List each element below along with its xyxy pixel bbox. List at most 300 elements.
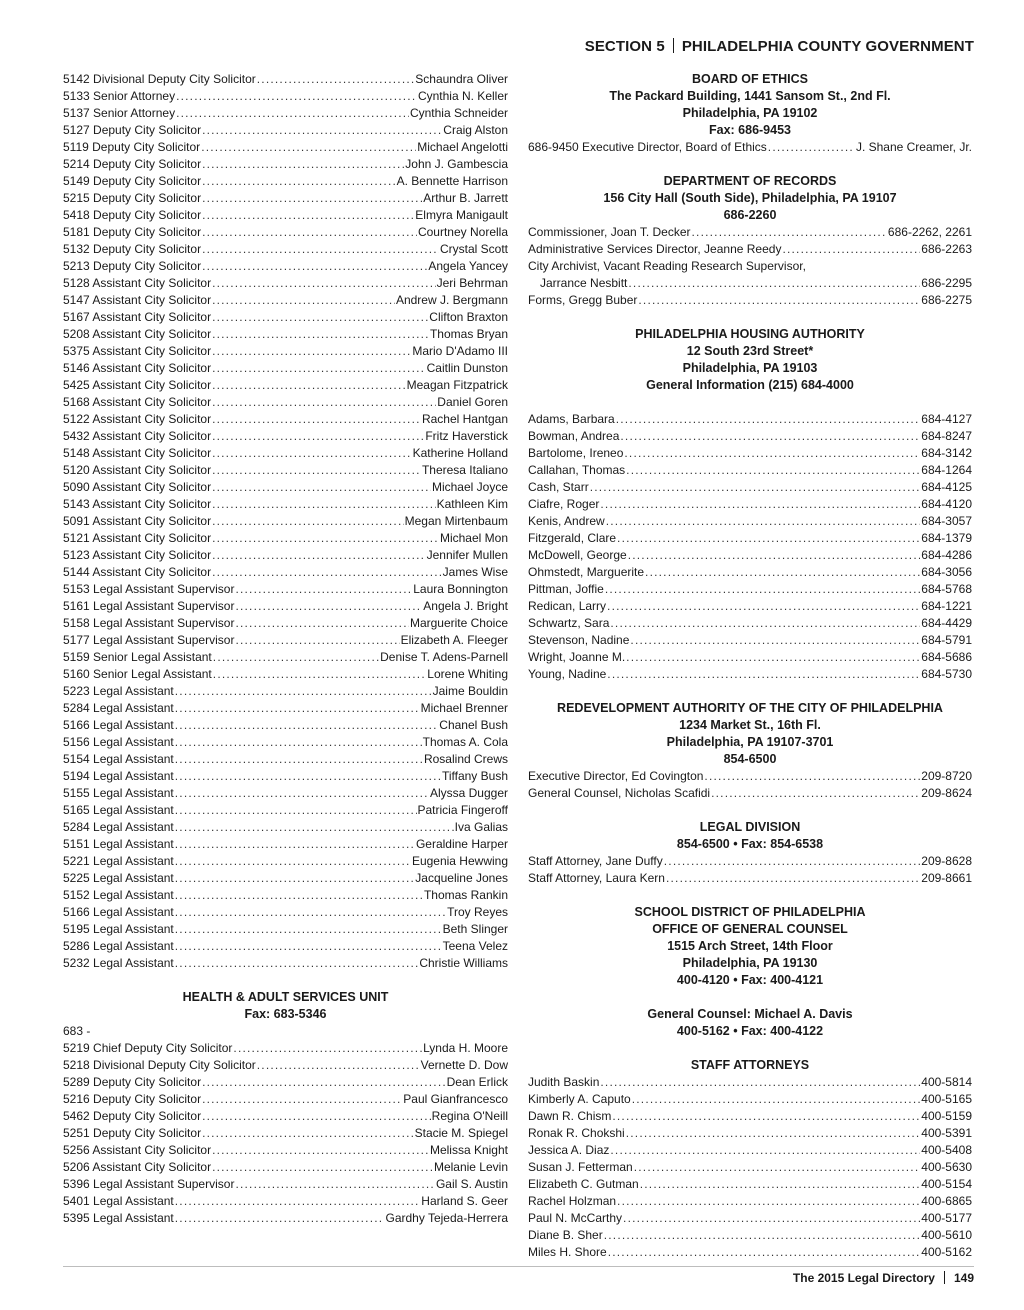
entry-value: Paul Gianfrancesco — [403, 1092, 508, 1106]
entry-label: 5153 Legal Assistant Supervisor — [63, 582, 235, 596]
school-district-heading — [528, 904, 972, 989]
directory-entry — [528, 666, 972, 683]
entry-label: 5159 Senior Legal Assistant — [63, 650, 212, 664]
leader-dots — [628, 275, 920, 292]
entry-value: Laura Bonnington — [413, 582, 508, 596]
directory-entry — [63, 326, 508, 343]
leader-dots — [175, 785, 429, 802]
leader-dots — [202, 1108, 431, 1125]
entry-value: Jeri Behrman — [436, 276, 508, 290]
directory-entry — [528, 292, 972, 309]
directory-entry — [63, 411, 508, 428]
entry-value: Jacqueline Jones — [415, 871, 508, 885]
entry-label: 5143 Assistant City Solicitor — [63, 497, 212, 511]
leader-dots — [628, 547, 921, 564]
heading-line: 400-4120 • Fax: 400-4121 — [676, 973, 824, 987]
directory-entry — [63, 479, 508, 496]
entry-value: 684-4125 — [921, 480, 972, 494]
directory-entry — [528, 513, 972, 530]
leader-dots — [257, 1057, 420, 1074]
leader-dots — [175, 955, 419, 972]
leader-dots — [212, 1159, 433, 1176]
entry-label: Jessica A. Diaz — [528, 1143, 610, 1157]
section-header — [585, 38, 974, 55]
entry-value: Michael Mon — [439, 531, 508, 545]
directory-entry — [63, 224, 508, 241]
directory-entry — [63, 904, 508, 921]
entry-value: Mario D'Adamo III — [412, 344, 508, 358]
heading-line: General Counsel: Michael A. Davis — [647, 1007, 853, 1021]
entry-label: McDowell, George — [528, 548, 627, 562]
leader-dots — [212, 343, 411, 360]
entry-value: Vernette D. Dow — [420, 1058, 508, 1072]
entry-label: Paul N. McCarthy — [528, 1211, 623, 1225]
entry-value: Meagan Fitzpatrick — [406, 378, 508, 392]
leader-dots — [202, 156, 404, 173]
leader-dots — [202, 241, 439, 258]
entry-value: 684-5686 — [921, 650, 972, 664]
leader-dots — [212, 326, 429, 343]
entry-value: 400-5177 — [921, 1211, 972, 1225]
leader-dots — [176, 105, 409, 122]
entry-value: Caitlin Dunston — [426, 361, 508, 375]
directory-entry — [528, 1227, 972, 1244]
entry-value: 686-2295 — [921, 276, 972, 290]
entry-value: Angela J. Bright — [423, 599, 508, 613]
entry-value: 684-1264 — [921, 463, 972, 477]
heading-line: 400-5162 • Fax: 400-4122 — [676, 1024, 824, 1038]
entry-label: Kenis, Andrew — [528, 514, 605, 528]
entry-value: 400-5165 — [921, 1092, 972, 1106]
entry-label: 5432 Assistant City Solicitor — [63, 429, 212, 443]
leader-dots — [175, 802, 417, 819]
entry-label: 5168 Assistant City Solicitor — [63, 395, 212, 409]
entry-label: 5214 Deputy City Solicitor — [63, 157, 202, 171]
entry-label: 5256 Assistant City Solicitor — [63, 1143, 212, 1157]
entry-value: 684-3056 — [921, 565, 972, 579]
page-number: 149 — [953, 1271, 974, 1285]
entry-label: Fitzgerald, Clare — [528, 531, 617, 545]
entry-label: 5161 Legal Assistant Supervisor — [63, 599, 235, 613]
legal-division-list — [528, 853, 972, 887]
entry-label: Bartolome, Ireneo — [528, 446, 624, 460]
entry-label: Forms, Gregg Buber — [528, 293, 638, 307]
heading-line: PHILADELPHIA HOUSING AUTHORITY — [635, 327, 865, 341]
directory-entry — [63, 836, 508, 853]
leader-dots — [212, 377, 406, 394]
leader-dots — [175, 751, 423, 768]
entry-value: Fritz Haverstick — [425, 429, 508, 443]
directory-entry — [63, 156, 508, 173]
heading-line: Philadelphia, PA 19103 — [682, 361, 818, 375]
directory-entry — [528, 1108, 972, 1125]
leader-dots — [175, 683, 432, 700]
leader-dots — [213, 666, 427, 683]
entry-label: 5122 Assistant City Solicitor — [63, 412, 212, 426]
entry-value: Rosalind Crews — [423, 752, 508, 766]
directory-entry — [63, 190, 508, 207]
leader-dots — [610, 1142, 920, 1159]
entry-label: 5158 Legal Assistant Supervisor — [63, 616, 235, 630]
board-of-ethics-list — [528, 139, 972, 156]
heading-line: OFFICE OF GENERAL COUNSEL — [652, 922, 848, 936]
leader-dots — [202, 1091, 402, 1108]
leader-dots — [202, 1125, 414, 1142]
entry-value: Michael Joyce — [431, 480, 508, 494]
directory-entry — [63, 394, 508, 411]
directory-entry — [63, 1210, 508, 1227]
directory-entry — [63, 1125, 508, 1142]
directory-entry — [528, 1176, 972, 1193]
records-heading — [528, 173, 972, 224]
leader-dots — [202, 122, 442, 139]
entry-label: 5166 Legal Assistant — [63, 905, 174, 919]
entry-label: 5165 Legal Assistant — [63, 803, 174, 817]
leader-dots — [605, 581, 920, 598]
directory-entry — [63, 139, 508, 156]
leader-dots — [175, 938, 442, 955]
entry-value: Andrew J. Bergmann — [395, 293, 508, 307]
section-title: PHILADELPHIA COUNTY GOVERNMENT — [681, 38, 974, 55]
leader-dots — [617, 1193, 920, 1210]
entry-label: 5147 Assistant City Solicitor — [63, 293, 212, 307]
directory-entry — [63, 275, 508, 292]
directory-entry — [528, 139, 972, 156]
directory-entry — [528, 870, 972, 887]
directory-entry — [63, 683, 508, 700]
directory-entry — [63, 819, 508, 836]
heading-line: Philadelphia, PA 19130 — [682, 956, 818, 970]
records-list — [528, 224, 972, 258]
staff-attorneys-title: STAFF ATTORNEYS — [690, 1058, 810, 1072]
entry-value: 684-4286 — [921, 548, 972, 562]
entry-value: Thomas Bryan — [429, 327, 508, 341]
entry-value: 400-5154 — [921, 1177, 972, 1191]
leader-dots — [212, 479, 431, 496]
entry-label: 5120 Assistant City Solicitor — [63, 463, 212, 477]
entry-value: Alyssa Dugger — [429, 786, 508, 800]
entry-value: Thomas Rankin — [423, 888, 508, 902]
entry-value: 684-5791 — [921, 633, 972, 647]
leader-dots — [782, 241, 920, 258]
leader-dots — [704, 768, 920, 785]
entry-value: John J. Gambescia — [405, 157, 508, 171]
directory-entry — [528, 1193, 972, 1210]
leader-dots — [623, 1210, 920, 1227]
entry-label: Elizabeth C. Gutman — [528, 1177, 639, 1191]
entry-value: 684-3142 — [921, 446, 972, 460]
directory-entry — [528, 785, 972, 802]
entry-value: Clifton Braxton — [429, 310, 508, 324]
leader-dots — [212, 564, 442, 581]
footer-divider — [944, 1271, 945, 1284]
leader-dots — [212, 547, 426, 564]
entry-value: Angela Yancey — [428, 259, 508, 273]
leader-dots — [634, 1159, 921, 1176]
entry-label: 5462 Deputy City Solicitor — [63, 1109, 202, 1123]
entry-label: 5208 Assistant City Solicitor — [63, 327, 212, 341]
entry-value: Cynthia N. Keller — [417, 89, 508, 103]
entry-label: 5152 Legal Assistant — [63, 888, 174, 902]
heading-line: 854-6500 — [723, 752, 777, 766]
entry-value: 400-5814 — [921, 1075, 972, 1089]
entry-label: 5181 Deputy City Solicitor — [63, 225, 202, 239]
entry-value: Geraldine Harper — [415, 837, 508, 851]
directory-entry — [63, 768, 508, 785]
entry-value: Denise T. Adens-Parnell — [380, 650, 508, 664]
directory-entry — [63, 751, 508, 768]
entry-value: J. Shane Creamer, Jr. — [855, 140, 972, 154]
entry-value: Elmyra Manigault — [415, 208, 508, 222]
entry-label: Redican, Larry — [528, 599, 607, 613]
directory-entry — [528, 853, 972, 870]
entry-value: Dean Erlick — [446, 1075, 508, 1089]
entry-label: 5090 Assistant City Solicitor — [63, 480, 212, 494]
city-archivist-line: City Archivist, Vacant Reading Research Supervisor, — [528, 259, 806, 273]
entry-value: Courtney Norella — [417, 225, 508, 239]
leader-dots — [632, 1091, 921, 1108]
housing-authority-list — [528, 411, 972, 683]
entry-value: 209-8628 — [921, 854, 972, 868]
entry-value: Patricia Fingeroff — [417, 803, 508, 817]
entry-label: 5167 Assistant City Solicitor — [63, 310, 212, 324]
heading-line: General Information (215) 684-4000 — [646, 378, 854, 392]
entry-value: 686-2262, 2261 — [887, 225, 972, 239]
entry-label: 5132 Deputy City Solicitor — [63, 242, 202, 256]
entry-value: Kathleen Kim — [436, 497, 508, 511]
entry-value: 400-5610 — [921, 1228, 972, 1242]
entry-label: 5401 Legal Assistant — [63, 1194, 174, 1208]
entry-value: 684-8247 — [921, 429, 972, 443]
entry-label: 5177 Legal Assistant Supervisor — [63, 633, 235, 647]
directory-entry — [63, 564, 508, 581]
leader-dots — [212, 445, 412, 462]
leader-dots — [175, 1210, 385, 1227]
directory-entry — [528, 598, 972, 615]
entry-label: Executive Director, Ed Covington — [528, 769, 704, 783]
entry-label: Commissioner, Joan T. Decker — [528, 225, 691, 239]
directory-entry — [528, 241, 972, 258]
entry-label: Rachel Holzman — [528, 1194, 617, 1208]
entry-label: 5284 Legal Assistant — [63, 701, 174, 715]
entry-label: Administrative Services Director, Jeanne Reedy — [528, 242, 782, 256]
health-unit-list — [63, 1040, 508, 1227]
entry-label: 5218 Divisional Deputy City Solicitor — [63, 1058, 256, 1072]
leader-dots — [606, 513, 921, 530]
entry-label: 5289 Deputy City Solicitor — [63, 1075, 202, 1089]
entry-label: 5160 Senior Legal Assistant — [63, 667, 212, 681]
entry-value: Schaundra Oliver — [415, 72, 508, 86]
directory-entry — [63, 785, 508, 802]
entry-value: Thomas A. Cola — [422, 735, 508, 749]
leader-dots — [626, 462, 920, 479]
directory-entry — [528, 275, 972, 292]
directory-entry — [63, 598, 508, 615]
directory-entry — [63, 666, 508, 683]
entry-label: 5395 Legal Assistant — [63, 1211, 174, 1225]
section-number: SECTION 5 — [584, 38, 665, 55]
entry-value: Iva Galias — [454, 820, 508, 834]
heading-line: 854-6500 • Fax: 854-6538 — [676, 837, 824, 851]
leader-dots — [235, 615, 409, 632]
directory-entry — [63, 207, 508, 224]
leader-dots — [607, 666, 920, 683]
leader-dots — [600, 496, 920, 513]
entry-label: Staff Attorney, Jane Duffy — [528, 854, 663, 868]
heading-line: The Packard Building, 1441 Sansom St., 2nd Fl. — [609, 89, 891, 103]
records-list-continued — [528, 275, 972, 309]
general-counsel-heading — [528, 1006, 972, 1040]
entry-label: 5142 Divisional Deputy City Solicitor — [63, 72, 256, 86]
leader-dots — [257, 71, 415, 88]
leader-dots — [175, 700, 420, 717]
redevelopment-list — [528, 768, 972, 802]
heading-line: 1515 Arch Street, 14th Floor — [667, 939, 833, 953]
entry-value: Theresa Italiano — [421, 463, 508, 477]
entry-value: Michael Brenner — [420, 701, 508, 715]
entry-value: Rachel Hantgan — [421, 412, 508, 426]
entry-value: 684-3057 — [921, 514, 972, 528]
directory-entry — [63, 292, 508, 309]
entry-label: Cash, Starr — [528, 480, 589, 494]
directory-entry — [528, 530, 972, 547]
entry-value: Lynda H. Moore — [423, 1041, 508, 1055]
entry-value: Melanie Levin — [433, 1160, 508, 1174]
entry-value: 400-5630 — [921, 1160, 972, 1174]
leader-dots — [692, 224, 887, 241]
leader-dots — [235, 1176, 435, 1193]
leader-dots — [630, 632, 920, 649]
directory-entry — [63, 241, 508, 258]
entry-label: Callahan, Thomas — [528, 463, 626, 477]
directory-entry — [63, 513, 508, 530]
leader-dots — [202, 224, 417, 241]
directory-entry — [528, 1142, 972, 1159]
directory-entry — [63, 887, 508, 904]
entry-label: 5166 Legal Assistant — [63, 718, 174, 732]
entry-value: Tiffany Bush — [441, 769, 508, 783]
entry-value: 400-5159 — [921, 1109, 972, 1123]
entry-label: Adams, Barbara — [528, 412, 615, 426]
entry-value: Craig Alston — [443, 123, 508, 137]
entry-label: Bowman, Andrea — [528, 429, 620, 443]
directory-entry — [528, 462, 972, 479]
entry-label: 5223 Legal Assistant — [63, 684, 174, 698]
entry-label: 5133 Senior Attorney — [63, 89, 176, 103]
directory-entry — [63, 173, 508, 190]
entry-value: 684-4429 — [921, 616, 972, 630]
entry-label: 5284 Legal Assistant — [63, 820, 174, 834]
directory-entry — [63, 122, 508, 139]
directory-entry — [63, 1159, 508, 1176]
entry-label: 5215 Deputy City Solicitor — [63, 191, 202, 205]
leader-dots — [212, 411, 421, 428]
directory-entry — [528, 224, 972, 241]
heading-line: 1234 Market St., 16th Fl. — [679, 718, 821, 732]
directory-entry — [63, 581, 508, 598]
leader-dots — [212, 496, 436, 513]
directory-entry — [63, 1193, 508, 1210]
entry-label: 5091 Assistant City Solicitor — [63, 514, 212, 528]
entry-label: 5144 Assistant City Solicitor — [63, 565, 212, 579]
directory-entry — [528, 581, 972, 598]
entry-value: 684-4127 — [921, 412, 972, 426]
leader-dots — [212, 513, 404, 530]
entry-value: Daniel Goren — [437, 395, 508, 409]
leader-dots — [640, 1176, 921, 1193]
redevelopment-heading — [528, 700, 972, 768]
leader-dots — [600, 1074, 920, 1091]
leader-dots — [711, 785, 920, 802]
staff-attorneys-list — [528, 1074, 972, 1261]
entry-value: Katherine Holland — [412, 446, 508, 460]
directory-entry — [63, 955, 508, 972]
heading-line: 686-2260 — [723, 208, 777, 222]
entry-value: Teena Velez — [442, 939, 508, 953]
entry-label: 5251 Deputy City Solicitor — [63, 1126, 202, 1140]
leader-dots — [626, 649, 920, 666]
leader-dots — [212, 309, 428, 326]
entry-value: Arthur B. Jarrett — [423, 191, 508, 205]
directory-entry — [63, 547, 508, 564]
directory-entry — [63, 496, 508, 513]
directory-entry — [528, 1159, 972, 1176]
directory-entry — [528, 615, 972, 632]
leader-dots — [213, 649, 379, 666]
entry-value: Jennifer Mullen — [426, 548, 508, 562]
directory-entry — [63, 309, 508, 326]
law-department-list — [63, 71, 508, 972]
entry-value: Jaime Bouldin — [432, 684, 508, 698]
leader-dots — [202, 190, 422, 207]
entry-value: 400-6865 — [921, 1194, 972, 1208]
directory-entry — [63, 734, 508, 751]
health-unit-prefix: 683 - — [63, 1024, 91, 1038]
entry-value: 684-4120 — [921, 497, 972, 511]
leader-dots — [212, 530, 439, 547]
directory-entry — [63, 1142, 508, 1159]
leader-dots — [616, 411, 921, 428]
entry-label: 5154 Legal Assistant — [63, 752, 174, 766]
entry-label: Staff Attorney, Laura Kern — [528, 871, 665, 885]
entry-value: 686-2263 — [921, 242, 972, 256]
leader-dots — [645, 564, 920, 581]
entry-label: 5146 Assistant City Solicitor — [63, 361, 212, 375]
directory-entry — [528, 411, 972, 428]
entry-value: 400-5391 — [921, 1126, 972, 1140]
leader-dots — [610, 615, 920, 632]
leader-dots — [768, 139, 855, 156]
entry-label: 5123 Assistant City Solicitor — [63, 548, 212, 562]
directory-entry — [63, 700, 508, 717]
entry-label: 5194 Legal Assistant — [63, 769, 174, 783]
entry-label: 5396 Legal Assistant Supervisor — [63, 1177, 235, 1191]
entry-label: 5221 Legal Assistant — [63, 854, 174, 868]
directory-entry — [528, 428, 972, 445]
health-unit-title: HEALTH & ADULT SERVICES UNIT — [182, 990, 389, 1004]
directory-entry — [63, 530, 508, 547]
header-divider — [673, 38, 674, 53]
directory-entry — [528, 445, 972, 462]
entry-value: 209-8720 — [921, 769, 972, 783]
directory-entry — [63, 71, 508, 88]
directory-entry — [63, 343, 508, 360]
directory-entry — [63, 802, 508, 819]
leader-dots — [612, 1108, 920, 1125]
heading-line: LEGAL DIVISION — [699, 820, 801, 834]
leader-dots — [175, 904, 446, 921]
entry-value: Marguerite Choice — [409, 616, 508, 630]
